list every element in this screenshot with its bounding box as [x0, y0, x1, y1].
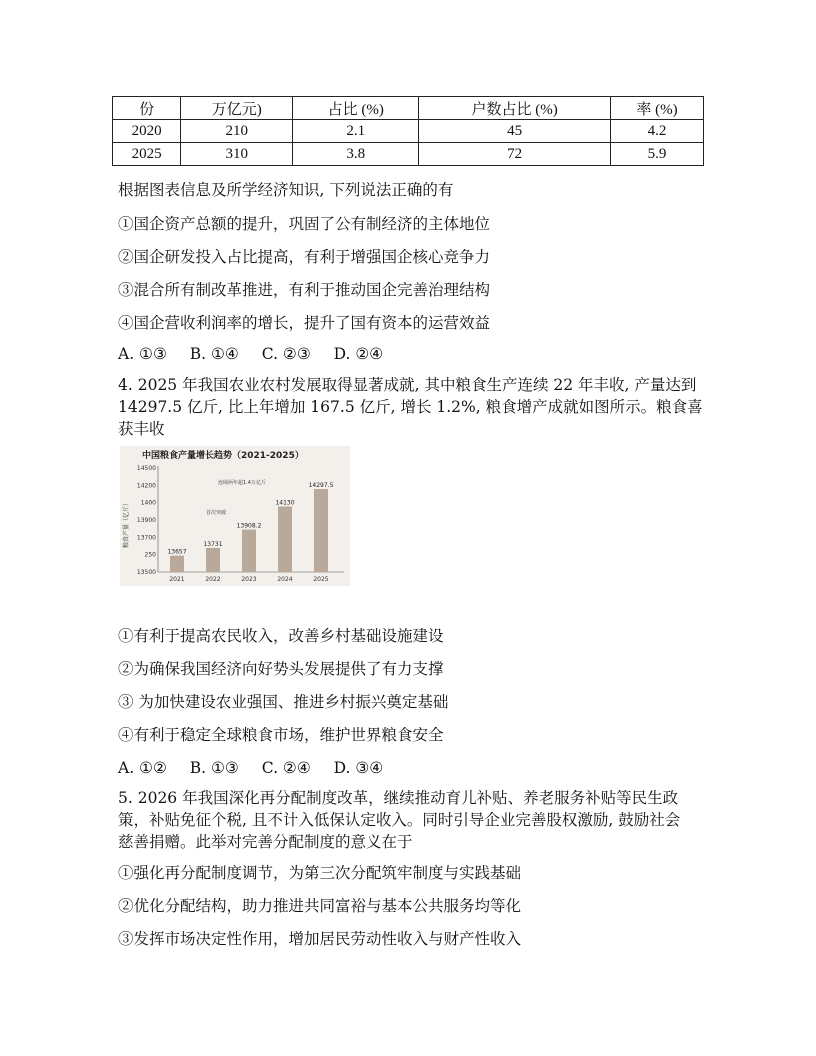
- table-cell: 4.2: [611, 120, 704, 143]
- q3-option-b[interactable]: B. ①④: [189, 345, 239, 363]
- table-header-cell: 万亿元): [181, 97, 293, 120]
- q4-option-a[interactable]: A. ①②: [118, 759, 167, 777]
- state-enterprise-data-table: [112, 96, 704, 166]
- q4-option-d[interactable]: D. ③④: [333, 759, 384, 777]
- q5-stem-line-2: 策，补贴免征个税, 且不计入低保认定收入。同时引导企业完善股权激励, 鼓励社会: [118, 811, 681, 829]
- chart-annotation-two-years: 连续两年超1.4万亿斤: [218, 480, 266, 486]
- chart-bar: [170, 556, 184, 572]
- q4-options: [118, 758, 401, 778]
- chart-y-tick-label: 250: [144, 551, 156, 559]
- chart-bar: [206, 548, 220, 572]
- table-row: [113, 120, 704, 143]
- q4-item-1: ①有利于提高农民收入，改善乡村基础设施建设: [118, 627, 444, 645]
- q5-item-3: ③发挥市场决定性作用，增加居民劳动性收入与财产性收入: [118, 930, 522, 948]
- q3-item-4: ④国企营收利润率的增长，提升了国有资本的运营效益: [118, 314, 491, 332]
- table-header-cell: 户数占比 (%): [419, 97, 611, 120]
- chart-y-tick-label: 14200: [136, 482, 156, 490]
- chart-bar: [278, 506, 292, 572]
- q4-item-2: ②为确保我国经济向好势头发展提供了有力支撑: [118, 660, 444, 678]
- table-header-cell: 率 (%): [611, 97, 704, 120]
- chart-x-labels: [169, 576, 328, 583]
- chart-x-tick-label: 2022: [205, 576, 221, 583]
- chart-x-tick-label: 2021: [169, 576, 185, 583]
- q4-item-3: ③ 为加快建设农业强国、推进乡村振兴奠定基础: [118, 693, 449, 711]
- chart-data-label: 13657: [167, 548, 187, 556]
- chart-svg: [120, 446, 350, 586]
- chart-y-axis-label: 粮食产量（亿斤）: [123, 499, 130, 549]
- chart-x-tick-label: 2025: [313, 576, 329, 583]
- table-header-row: [113, 97, 704, 120]
- q3-option-c[interactable]: C. ②③: [261, 345, 311, 363]
- table-header-cell: 占比 (%): [293, 97, 419, 120]
- q5-item-2: ②优化分配结构，助力推进共同富裕与基本公共服务均等化: [118, 897, 522, 915]
- q3-prompt: 根据图表信息及所学经济知识, 下列说法正确的有: [118, 181, 454, 199]
- q5-item-1: ①强化再分配制度调节，为第三次分配筑牢制度与实践基础: [118, 864, 522, 882]
- q4-stem-line-1: 4. 2025 年我国农业农村发展取得显著成就, 其中粮食生产连续 22 年丰收, 产量达到: [118, 376, 697, 394]
- chart-data-label: 13908.2: [236, 522, 262, 530]
- table-cell: 2.1: [293, 120, 419, 143]
- q3-options: [118, 344, 401, 364]
- table-header-cell: 份: [113, 97, 181, 120]
- q4-item-4: ④有利于稳定全球粮食市场，维护世界粮食安全: [118, 726, 444, 744]
- table-cell: 2025: [113, 143, 181, 166]
- q4-stem-line-3: 获丰收: [118, 420, 165, 438]
- q4-option-c[interactable]: C. ②④: [261, 759, 311, 777]
- grain-output-chart: [120, 446, 350, 586]
- q3-item-2: ②国企研发投入占比提高，有利于增强国企核心竞争力: [118, 248, 491, 266]
- chart-bars: [170, 489, 328, 572]
- table-row: [113, 143, 704, 166]
- q3-item-3: ③混合所有制改革推进，有利于推动国企完善治理结构: [118, 281, 491, 299]
- chart-y-tick-label: 14500: [136, 465, 156, 472]
- chart-data-label: 14130: [275, 499, 295, 507]
- q3-option-d[interactable]: D. ②④: [333, 345, 384, 363]
- table-cell: 3.8: [293, 143, 419, 166]
- q3-option-a[interactable]: A. ①③: [118, 345, 167, 363]
- chart-y-tick-label: 13700: [136, 534, 156, 542]
- table-cell: 72: [419, 143, 611, 166]
- table-cell: 210: [181, 120, 293, 143]
- q3-item-1: ①国企资产总额的提升，巩固了公有制经济的主体地位: [118, 215, 491, 233]
- chart-title: 中国粮食产量增长趋势（2021-2025）: [142, 451, 304, 461]
- table-cell: 45: [419, 120, 611, 143]
- chart-data-label: 13731: [203, 540, 223, 548]
- chart-x-tick-label: 2023: [241, 576, 257, 583]
- q4-option-b[interactable]: B. ①③: [189, 759, 239, 777]
- chart-y-tick-label: 13500: [136, 569, 156, 576]
- chart-annotation-first-break: 首次突破: [206, 510, 227, 516]
- chart-bar: [242, 530, 256, 572]
- q5-stem-line-3: 慈善捐赠。此举对完善分配制度的意义在于: [118, 833, 413, 851]
- chart-y-tick-label: 1400: [140, 499, 156, 507]
- table-cell: 2020: [113, 120, 181, 143]
- q5-stem-line-1: 5. 2026 年我国深化再分配制度改革，继续推动育儿补贴、养老服务补贴等民生政: [118, 789, 679, 807]
- chart-bar: [314, 489, 328, 572]
- q4-stem-line-2: 14297.5 亿斤, 比上年增加 167.5 亿斤, 增长 1.2%, 粮食增产成就如图所示。粮食喜: [118, 398, 703, 416]
- chart-y-ticks: [137, 465, 156, 576]
- table-cell: 5.9: [611, 143, 704, 166]
- chart-y-tick-label: 13900: [136, 517, 156, 524]
- chart-data-label: 14297.5: [308, 482, 334, 490]
- chart-x-tick-label: 2024: [277, 576, 293, 583]
- table-cell: 310: [181, 143, 293, 166]
